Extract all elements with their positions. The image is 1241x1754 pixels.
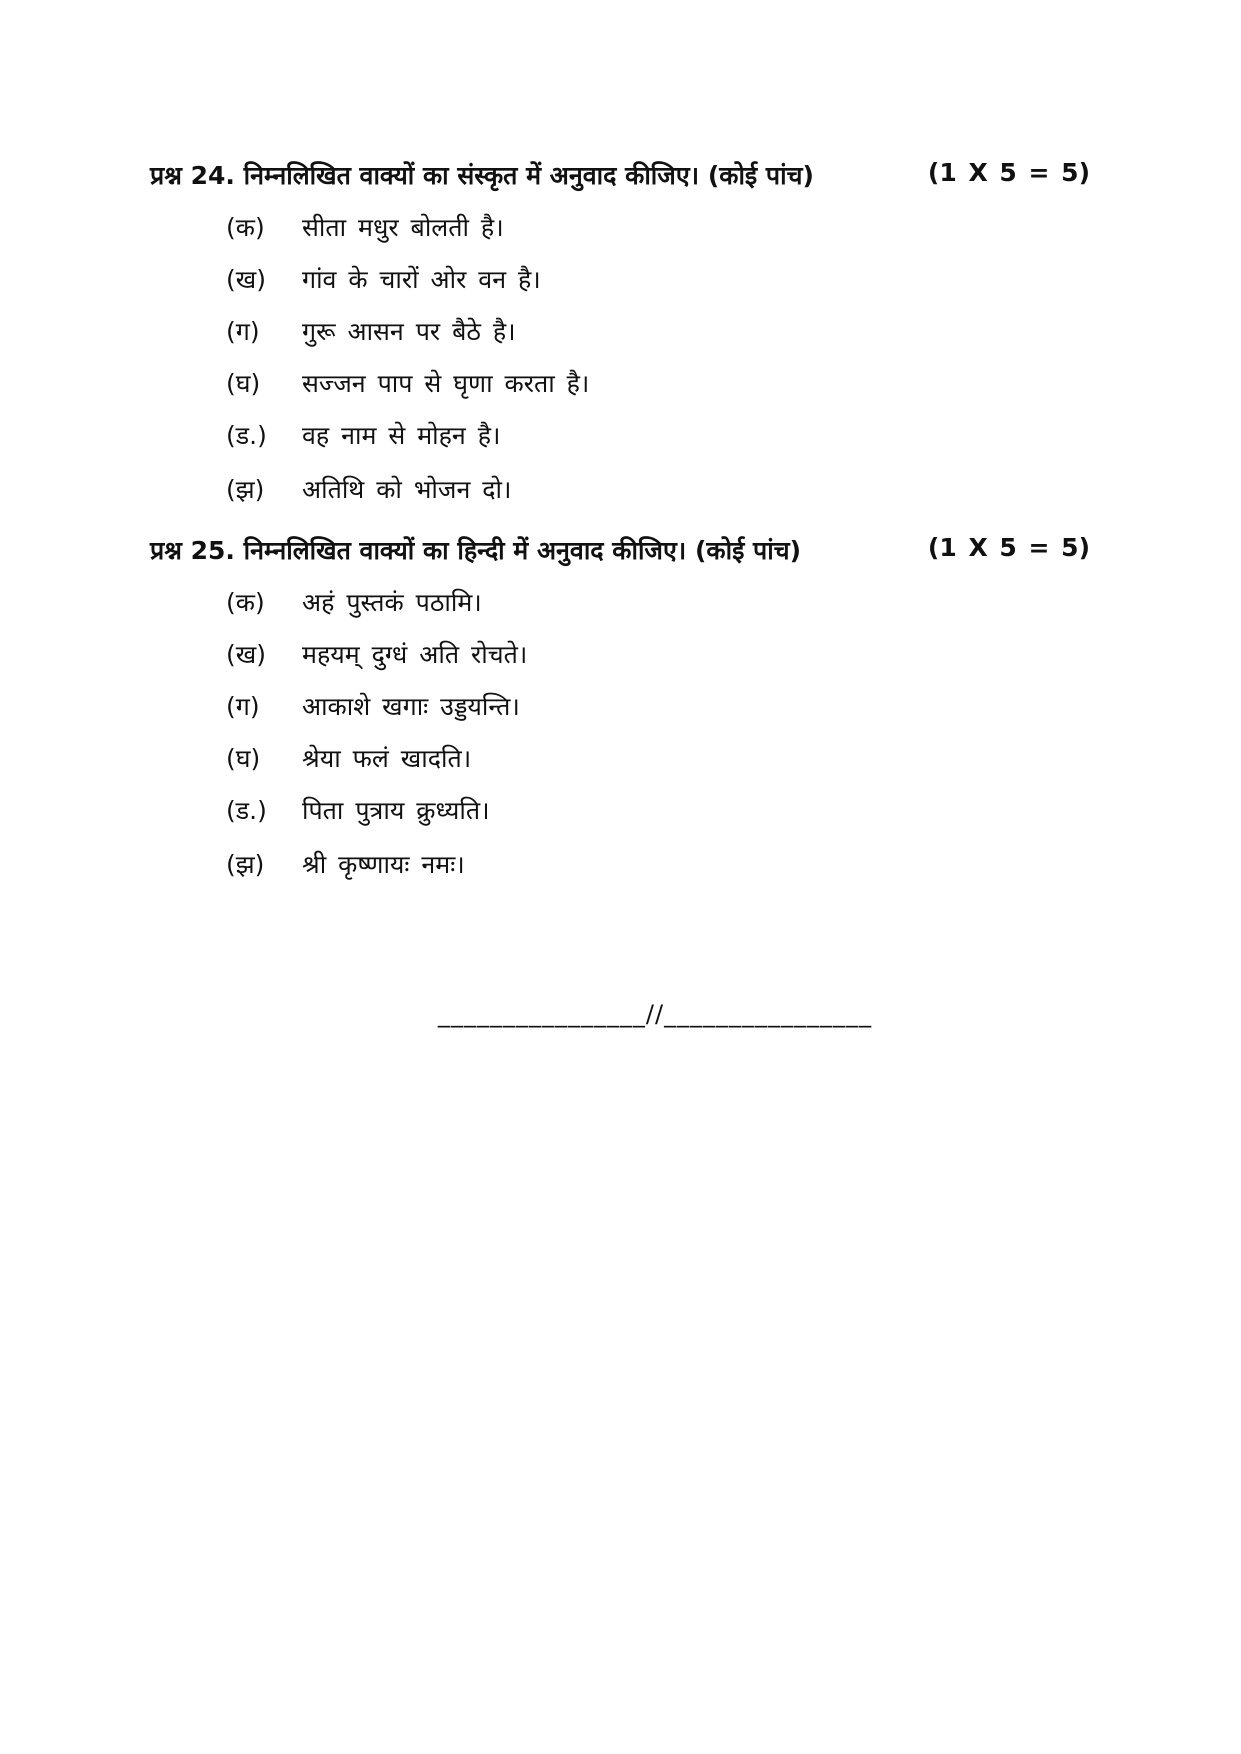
item-label: (ग) bbox=[226, 317, 260, 346]
item-text: गांव के चारों ओर वन है। bbox=[302, 265, 541, 294]
item-label: (झ) bbox=[226, 475, 265, 504]
item-label: (क) bbox=[226, 213, 265, 242]
question-24-header bbox=[150, 158, 1090, 198]
question-25-header bbox=[150, 533, 1090, 573]
item-label: (घ) bbox=[226, 744, 261, 773]
question-24-marks: (1 X 5 = 5) bbox=[927, 158, 1090, 187]
item-label: (झ) bbox=[226, 850, 265, 879]
item-text: अतिथि को भोजन दो। bbox=[302, 475, 512, 504]
item-label: (घ) bbox=[226, 369, 261, 398]
item-text: सज्जन पाप से घृणा करता है। bbox=[302, 369, 590, 398]
item-label: (ड.) bbox=[226, 421, 267, 450]
item-text: श्रेया फलं खादति। bbox=[302, 744, 472, 773]
item-text: श्री कृष्णायः नमः। bbox=[302, 850, 465, 879]
item-text: वह नाम से मोहन है। bbox=[302, 421, 501, 450]
item-label: (ड.) bbox=[226, 796, 267, 825]
item-text: पिता पुत्राय क्रुध्यति। bbox=[302, 796, 490, 825]
item-text: गुरू आसन पर बैठे है। bbox=[302, 317, 516, 346]
item-label: (ख) bbox=[226, 265, 266, 294]
question-25-marks: (1 X 5 = 5) bbox=[927, 533, 1090, 562]
item-text: अहं पुस्तकं पठामि। bbox=[302, 588, 482, 617]
item-text: आकाशे खगाः उड्डयन्ति। bbox=[302, 692, 520, 721]
item-label: (ख) bbox=[226, 640, 266, 669]
item-label: (क) bbox=[226, 588, 265, 617]
question-25-heading: प्रश्न 25. निम्नलिखित वाक्यों का हिन्दी में अनुवाद कीजिए। (कोई पांच) bbox=[150, 536, 802, 565]
end-of-section-marker: ________________//________________ bbox=[437, 1000, 873, 1028]
item-text: महयम् दुग्धं अति रोचते। bbox=[302, 640, 528, 669]
item-label: (ग) bbox=[226, 692, 260, 721]
item-text: सीता मधुर बोलती है। bbox=[302, 213, 504, 242]
question-24-heading: प्रश्न 24. निम्नलिखित वाक्यों का संस्कृत में अनुवाद कीजिए। (कोई पांच) bbox=[150, 161, 814, 190]
